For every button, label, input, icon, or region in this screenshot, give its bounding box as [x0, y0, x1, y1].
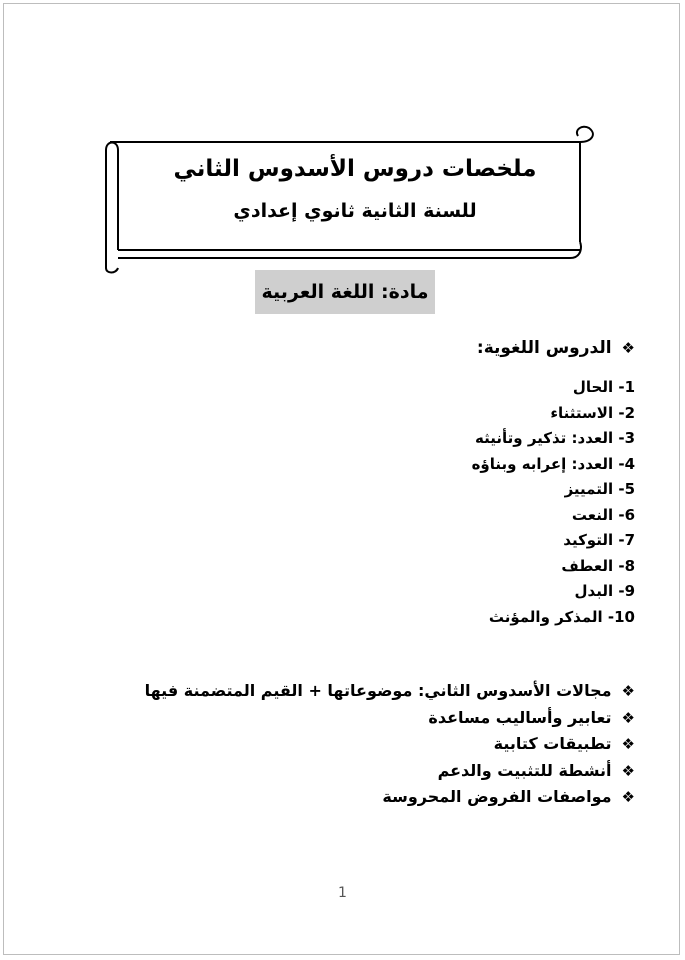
lesson-item: 8- العطف: [561, 556, 635, 575]
resource-item: ❖أنشطة للتثبيت والدعم: [437, 760, 635, 780]
page-number: 1: [338, 885, 347, 901]
document-subtitle: للسنة الثانية ثانوي إعدادي: [233, 200, 477, 222]
scroll-banner: [92, 120, 602, 275]
lesson-item: 1- الحال: [572, 378, 635, 396]
diamond-bullet-icon: ❖: [621, 735, 635, 753]
subject-label: مادة: اللغة العربية: [255, 270, 435, 314]
diamond-bullet-icon: ❖: [621, 761, 635, 780]
lessons-heading-text: الدروس اللغوية:: [476, 338, 612, 358]
diamond-bullet-icon: ❖: [621, 682, 635, 700]
lesson-item: 7- التوكيد: [563, 531, 635, 549]
resource-item: ❖مواصفات الفروض المحروسة: [382, 787, 635, 806]
lesson-item: 6- النعت: [571, 505, 635, 524]
lessons-list: [215, 375, 635, 630]
diamond-bullet-icon: ❖: [621, 708, 635, 727]
document-title: ملخصات دروس الأسدوس الثاني: [173, 156, 537, 182]
resource-item: ❖تطبيقات كتابية: [493, 734, 635, 753]
diamond-bullet-icon: ❖: [621, 339, 635, 357]
resource-item: ❖تعابير وأساليب مساعدة: [428, 707, 635, 727]
lesson-item: 2- الاستثناء: [550, 403, 635, 422]
lesson-item: 5- التمييز: [564, 480, 635, 498]
lesson-item: 4- العدد: إعرابه وبناؤه: [471, 454, 635, 473]
lesson-item: 3- العدد: تذكير وتأنيثه: [475, 429, 635, 447]
diamond-bullet-icon: ❖: [621, 788, 635, 806]
lesson-item: 10- المذكر والمؤنث: [488, 607, 635, 626]
lessons-heading: [477, 338, 635, 358]
lesson-item: 9- البدل: [574, 582, 635, 600]
resource-item: ❖مجالات الأسدوس الثاني: موضوعاتها + القيم المتضمنة فيها: [144, 681, 635, 700]
resources-list: [75, 678, 635, 811]
